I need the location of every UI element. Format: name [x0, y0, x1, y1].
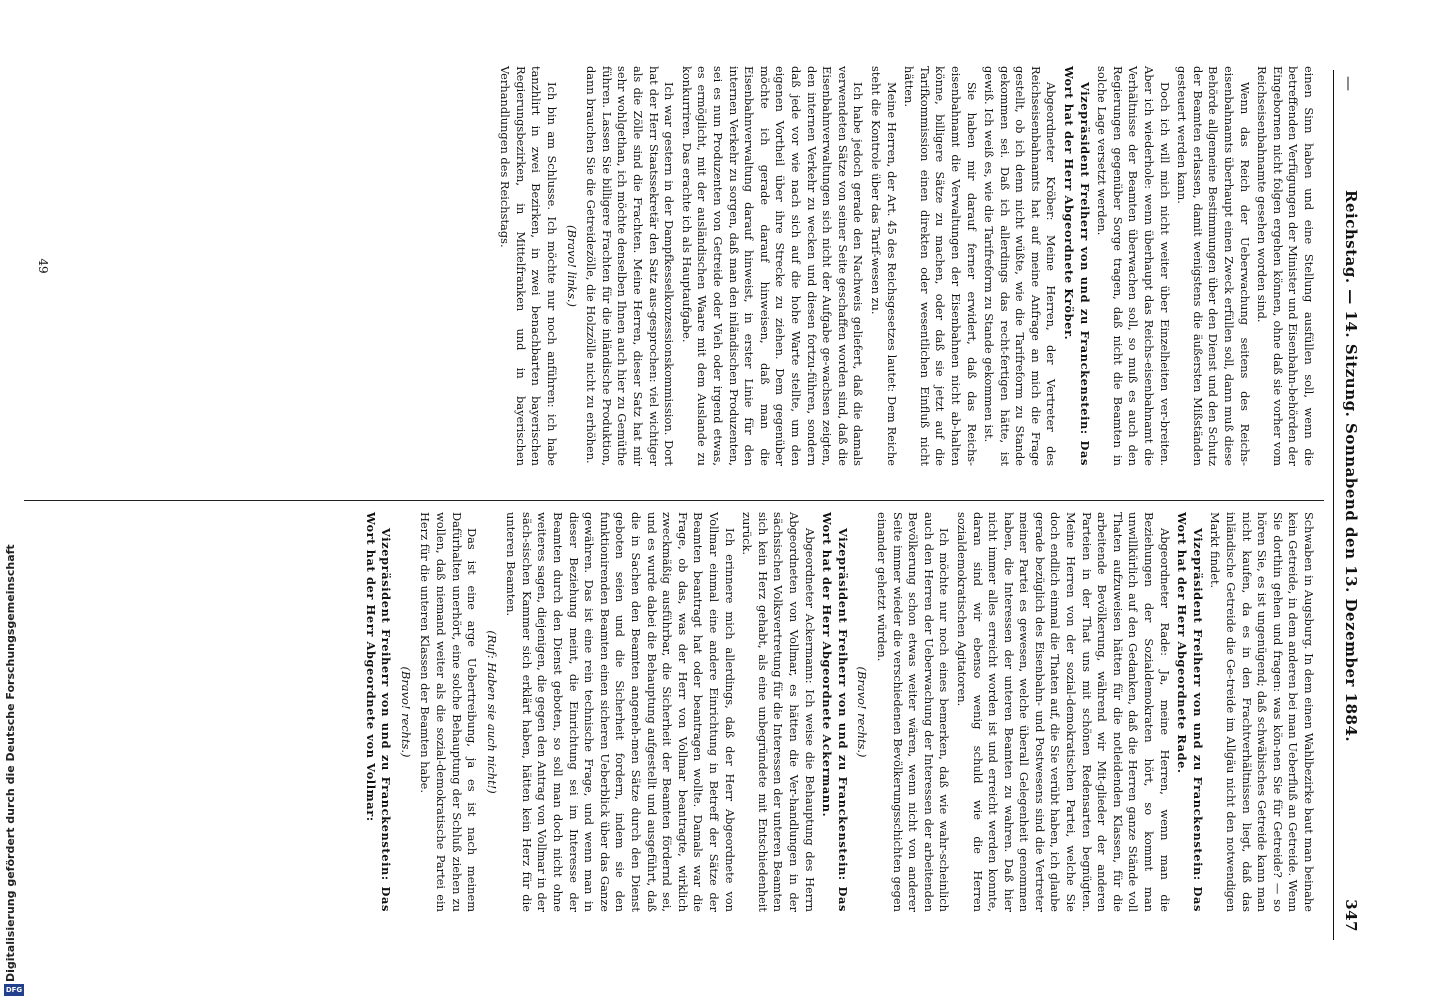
paragraph: Sie haben mir darauf ferner erwidert, daß das Reichs-eisenbahnamt die Verwaltungen der Eisenbahnen nicht ab-halten könne, billigere Sätze zu machen, oder daß sie jetzt auf die Tarifkommission einen direkten oder wesentlichen Einfluß nicht hätten.: [902, 66, 979, 466]
paragraph: Schwaben in Augsburg. In dem einen Wahlbezirke baut man beinahe kein Getreide, in dem anderen bei man Ueberfluß an Getreide. Wenn Sie dorthin gehen und fragen: was kön-nen Sie für Getreide? — so hören Sie, es ist ungenügend; daß schwäbisches Getreide kann man nicht kaufen, da es in den Frachtverhältnissen liegt, daß das inländische Getreide die Ge-treide im Allgäu nicht den notwendigen Markt findet.: [1208, 512, 1316, 912]
interjection: (Bravo! links.): [564, 225, 579, 307]
header-page-number: 347: [1342, 899, 1360, 932]
paragraph: Ich möchte nur noch eines bemerken, daß wie wahr-scheinlich auch den Herren der Ueberwachung der Interessen der arbeitenden Bevölkerung schon etwas weiter wären, wenn nicht von anderer Seite immer wieder die verschiedenen Bevölkerungsschichten gegen einander gehetzt würden.: [874, 512, 952, 912]
footer-page-number: 49: [36, 258, 50, 274]
interjection: (Bravo! rechts.): [398, 666, 413, 758]
interjection: (Ruf: Haben sie auch nicht!): [484, 630, 499, 794]
header-rule-mark: —: [1340, 76, 1358, 92]
paragraph: Doch ich will mich nicht weiter über Einzelheiten ver-breiten. Aber ich wiederhole: wenn überhaupt das Reichs-eisenbahnamt die Verhältnisse der Beamten überwachen soll, so muß es auch den Regierungen gegenüber Sorge tragen, daß nicht die Beamten in solche Lage versetzt werden.: [1095, 66, 1172, 466]
dfg-logo: DFG: [5, 986, 23, 994]
paragraph: Abgeordneter Ackermann: Ich weise die Behauptung des Herrn Abgeordneten von Vollmar, es hätten die Ver-handlungen in der sächsischen Volksvertretung für die Interessen der unteren Beamten sich kein Herz gehabt, als eine unbegründete mit Entschiedenheit zurück.: [740, 512, 817, 912]
paragraph: Abgeordneter Kröber: Meine Herren, der Vertreter des Reichseisenbahnamts hat auf meine Anfrage an mich die Frage gestellt, ob ich denn nicht wüßte, wie die Tarifreform zu Stande gekommen sei. Daß ich allerdings das recht-fertigen hätte, ist gewiß. Ich weiß es, wie die Tarifreform zu Stande gekommen ist.: [982, 66, 1059, 466]
funding-credit-text: Digitalisierung gefördert durch die Deutsche Forschungsgemeinschaft: [4, 544, 17, 982]
speaker-paragraph: Vizepräsident Freiherr von und zu Franckenstein: Das Wort hat der Herr Abgeordnete von Vollmar:: [363, 512, 394, 912]
paragraph: Ich war gestern in der Dampfkesselkonzessionskommission. Dort hat der Herr Staatssekretär den Satz aus-gesprochen: viel wichtiger als die Zölle sind die Frachten. Meine Herren, dieser Satz hat mir sehr wohlgethan, ich möchte denselben Ihnen auch hier zu Gemüthe führen. Lassen Sie billigere Frachten für die inländische Produktion, dann brauchen Sie die Getreidezölle, die Holzzölle nicht zu erhöhen.: [584, 66, 677, 466]
speaker-paragraph: Vizepräsident Freiherr von und zu Franckenstein: Das Wort hat der Herr Abgeordnete Kröber.: [1062, 66, 1092, 466]
paragraph: Ich bin am Schlusse. Ich möchte nur noch anführen: ich habe tanzhlirt in zwei Bezirken, in zwei benachbarten bayerischen Regierungsbezirken, in Mittelfranken und in bayerischen Verhandlungen des Reichstags.: [498, 66, 560, 466]
paragraph: Abgeordneter Rade: Ja, meine Herren, wenn man die Beziehungen der Sozialdemokraten hört, so kommt man unwillkürlich auf den Gedanken, daß die Herren ganze Stände voll Thaten aufzuweisen hätten für die notleidenden Klassen, für die arbeitende Bevölkerung, während wir Mit-glieder der anderen Parteien in der That uns mit schönen Redensarten begnügten. Meine Herren von der sozial-demokratischen Partei, welche Sie doch endlich einmal die Thaten auf, die Sie verübt haben, ich glaube gerade bezüglich des Eisenbahn- und Postwesens sind die Vertreter meiner Partei es gewesen, welche überall Gelegenheit genommen haben, die Interessen der unteren Beamten zu wahren. Daß hier nicht immer alles erreicht worden ist und erreicht werden konnte, daran sind wir ebenso wenig schuld wie die Herren sozialdemokratischen Agitatoren.: [954, 512, 1172, 912]
column-divider: [24, 500, 1324, 501]
paragraph: Meine Herren, der Art. 45 des Reichsgesetzes lautet: Dem Reiche steht die Kontrole über das Tarif-wesen zu.: [868, 66, 899, 466]
speaker-paragraph: Vizepräsident Freiherr von und zu Franckenstein: Das Wort hat der Herr Abgeordnete Ackermann.: [820, 512, 850, 912]
page-header: [1333, 70, 1362, 940]
paragraph: Das ist eine arge Uebertreibung, ja es ist nach meinem Dafürhalten unerhört, eine solche Behauptung der Schluß ziehen zu wollen, daß niemand weiter als die sozial-demokratische Partei ein Herz für die unteren Klassen der Beamten habe.: [418, 512, 480, 912]
paragraph: Ich habe jedoch gerade den Nachweis geliefert, daß die damals verwendeten Sätze von seiner Seite geschaffen worden sind, daß die Eisenbahnverwaltungen sich nicht der Aufgabe ge-wachsen zeigten, den internen Verkehr zu wecken und diesen fortzu-führen, sondern daß jede vor wie nach sich auf die hohe Warte stellte, um den eigenen Vortheil über ihre Strecke zu ziehen. Dem gegenüber möchte ich gerade darauf hinweisen, daß man die Eisenbahnverwaltung darauf hinweist, in erster Linie für den internen Verkehr zu sorgen, daß man den inländischen Produzenten, sei es nun Produzenten von Getreide oder Vieh oder irgend etwas, es ermöglicht, mit der ausländischen Waare mit dem Auslande zu konkurriren. Das erachte ich als Hauptaufgabe.: [679, 66, 866, 466]
paragraph: Ich erinnere mich allerdings, daß der Herr Abgeordnete von Vollmar einmal eine andere Einrichtung in Betreff der Sätze der Beamten beantragt hat oder beantragen wollte. Damals war die Frage, ob das, was der Herr von Vollmar beantragte, wirklich zweckmäßig ausführbar, die Sicherheit der Beamten fördernd sei, und es wurde dabei die Behauptung aufgestellt und ausgeführt, daß die in Sachen den Beamten angeneh-men Sätze durch den Dienst geboten seien und die Sicherheit fordern, indem sie den funktionirenden Beamten einen sicheren Ueberblick über das Ganze gewähren. Das ist eine rein technische Frage, und wenn man in dieser Beziehung meint, die Einrichtung sei im Interesse der Beamten durch den Dienst geboten, so soll man doch nicht ohne weiteres sagen, diejenigen, die gegen den Antrag von Vollmar in der säch-sischen Kammer sich erklärt haben, hätten kein Herz für die unteren Beamten.: [504, 512, 737, 912]
right-column: [360, 512, 1316, 912]
left-column: [495, 66, 1316, 466]
paragraph: Wenn das Reich der Ueberwachung seitens des Reichs-eisenbahnamts überhaupt einen Zweck erfüllen soll, dann muß diese Behörde allgemeine Bestimmungen über den Dienst und den Schutz der Beamten erlassen, damit wenigstens die äußersten Mißständen gesteuert werden kann.: [1175, 66, 1252, 466]
paragraph: einen Sinn haben und eine Stellung ausfüllen soll, wenn die betreffenden Verfügungen der Minister und Eisenbahn-behörden der Eingebornen nicht folgen ergehen können, ohne daß sie vorher vom Reichseisenbahnamte gesehen worden sind.: [1255, 66, 1316, 466]
speaker-paragraph: Vizepräsident Freiherr von und zu Franckenstein: Das Wort hat der Herr Abgeordnete Rade.: [1175, 512, 1205, 912]
header-title: Reichstag. — 14. Sitzung. Sonnabend den 13. Dezember 1884.: [1342, 190, 1360, 743]
interjection: (Bravo! rechts.): [855, 666, 870, 758]
